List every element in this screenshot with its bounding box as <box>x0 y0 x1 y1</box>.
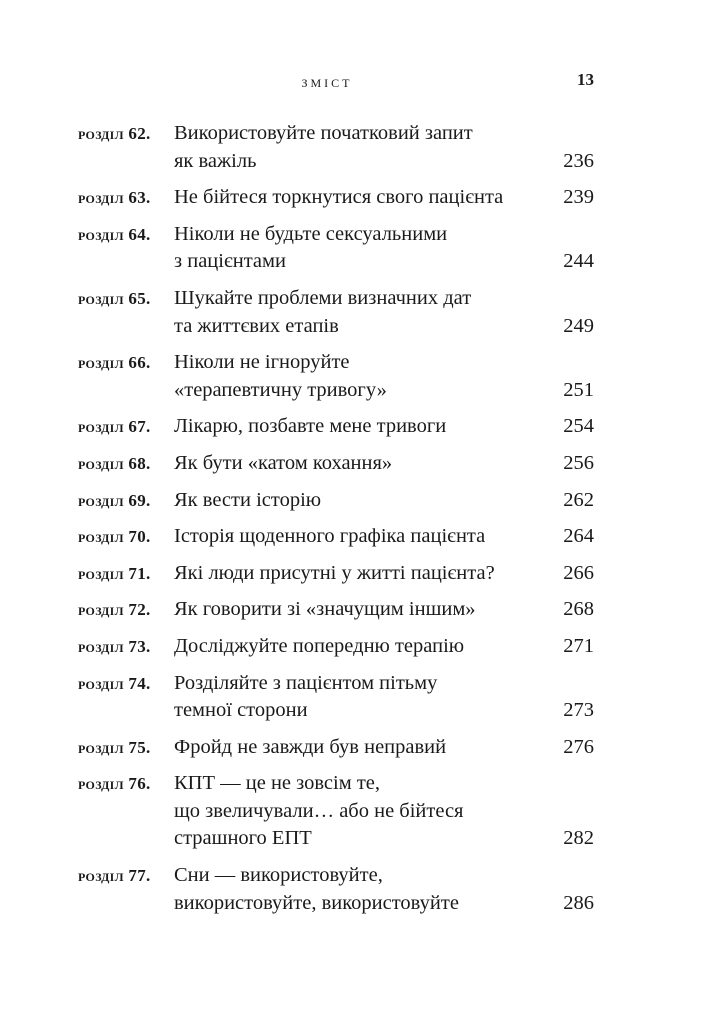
chapter-page-number: 282 <box>563 827 594 850</box>
chapter-page-number: 236 <box>563 149 594 172</box>
chapter-page-number: 266 <box>563 561 594 584</box>
toc-entry[interactable] <box>78 770 594 853</box>
chapter-page-number: 273 <box>563 699 594 722</box>
chapter-page-number: 249 <box>563 314 594 337</box>
chapter-title-line: Історія щоденного графіка пацієнта <box>174 525 486 548</box>
chapter-title-line: Як вести історію <box>174 488 322 511</box>
chapter-label: розділ 76. <box>78 774 151 794</box>
chapter-label: розділ 70. <box>78 527 151 547</box>
section-title: ЗМІСТ <box>301 76 353 90</box>
chapter-title-line: Лікарю, позбавте мене тривоги <box>174 415 447 438</box>
chapter-page-number: 239 <box>563 186 594 209</box>
toc-entry[interactable] <box>78 349 594 404</box>
chapter-page-number: 256 <box>563 451 594 474</box>
toc-entry[interactable] <box>78 596 594 624</box>
chapter-label: розділ 72. <box>78 600 151 620</box>
chapter-label: розділ 65. <box>78 288 151 308</box>
chapter-page-number: 251 <box>563 378 594 401</box>
chapter-title-line: Як бути «катом кохання» <box>174 451 393 474</box>
chapter-title-line: страшного ЕПТ <box>174 827 312 850</box>
chapter-page-number: 244 <box>563 250 594 273</box>
chapter-label: розділ 64. <box>78 224 151 244</box>
chapter-title-line: як важіль <box>174 149 257 172</box>
toc-entry[interactable] <box>78 221 594 276</box>
chapter-label: розділ 71. <box>78 563 151 583</box>
chapter-title-line: темної сторони <box>174 699 308 722</box>
table-of-contents <box>78 120 594 926</box>
toc-entry[interactable] <box>78 523 594 551</box>
chapter-title-line: Які люди присутні у житті пацієнта? <box>174 561 495 584</box>
chapter-page-number: 262 <box>563 488 594 511</box>
toc-entry[interactable] <box>78 184 594 212</box>
toc-entry[interactable] <box>78 734 594 762</box>
chapter-label: розділ 69. <box>78 490 151 510</box>
toc-entry[interactable] <box>78 413 594 441</box>
chapter-title-line: «терапевтичну тривогу» <box>174 378 387 401</box>
chapter-title-line: Фройд не завжди був неправий <box>174 735 447 758</box>
chapter-title-line: та життєвих етапів <box>174 314 339 337</box>
page-number: 13 <box>577 70 594 89</box>
chapter-title-line: Досліджуйте попередню терапію <box>174 634 465 657</box>
chapter-label: розділ 77. <box>78 866 151 886</box>
chapter-label: розділ 75. <box>78 737 151 757</box>
toc-entry[interactable] <box>78 670 594 725</box>
chapter-title-line: КПТ — це не зовсім те, <box>174 772 381 795</box>
toc-entry[interactable] <box>78 120 594 175</box>
chapter-page-number: 254 <box>563 415 594 438</box>
chapter-label: розділ 74. <box>78 673 151 693</box>
chapter-page-number: 271 <box>563 634 594 657</box>
chapter-label: розділ 62. <box>78 124 151 143</box>
chapter-title-line: що звеличували… або не бійтеся <box>174 799 464 822</box>
chapter-title-line: Розділяйте з пацієнтом пітьму <box>174 671 438 694</box>
chapter-title-line: Не бійтеся торкнутися свого пацієнта <box>174 186 504 209</box>
toc-entry[interactable] <box>78 862 594 917</box>
chapter-page-number: 264 <box>563 525 594 548</box>
toc-entry[interactable] <box>78 633 594 661</box>
chapter-title-line: з пацієнтами <box>174 250 286 273</box>
chapter-title-line: Ніколи не будьте сексуальними <box>174 222 448 245</box>
toc-entry[interactable] <box>78 560 594 588</box>
chapter-title-line: використовуйте, використовуйте <box>174 891 459 914</box>
chapter-label: розділ 67. <box>78 417 151 437</box>
toc-entry[interactable] <box>78 450 594 478</box>
chapter-label: розділ 66. <box>78 353 151 373</box>
chapter-page-number: 276 <box>563 735 594 758</box>
chapter-title-line: Сни — використовуйте, <box>174 864 383 887</box>
chapter-page-number: 286 <box>563 891 594 914</box>
chapter-label: розділ 73. <box>78 636 151 656</box>
chapter-title-line: Використовуйте початковий запит <box>174 122 473 144</box>
chapter-title-line: Шукайте проблеми визначних дат <box>174 286 472 309</box>
toc-entry[interactable] <box>78 487 594 515</box>
chapter-page-number: 268 <box>563 598 594 621</box>
chapter-title-line: Як говорити зі «значущим іншим» <box>174 598 476 621</box>
toc-entry[interactable] <box>78 285 594 340</box>
chapter-label: розділ 63. <box>78 188 151 208</box>
chapter-title-line: Ніколи не ігноруйте <box>174 351 350 374</box>
chapter-label: розділ 68. <box>78 453 151 473</box>
